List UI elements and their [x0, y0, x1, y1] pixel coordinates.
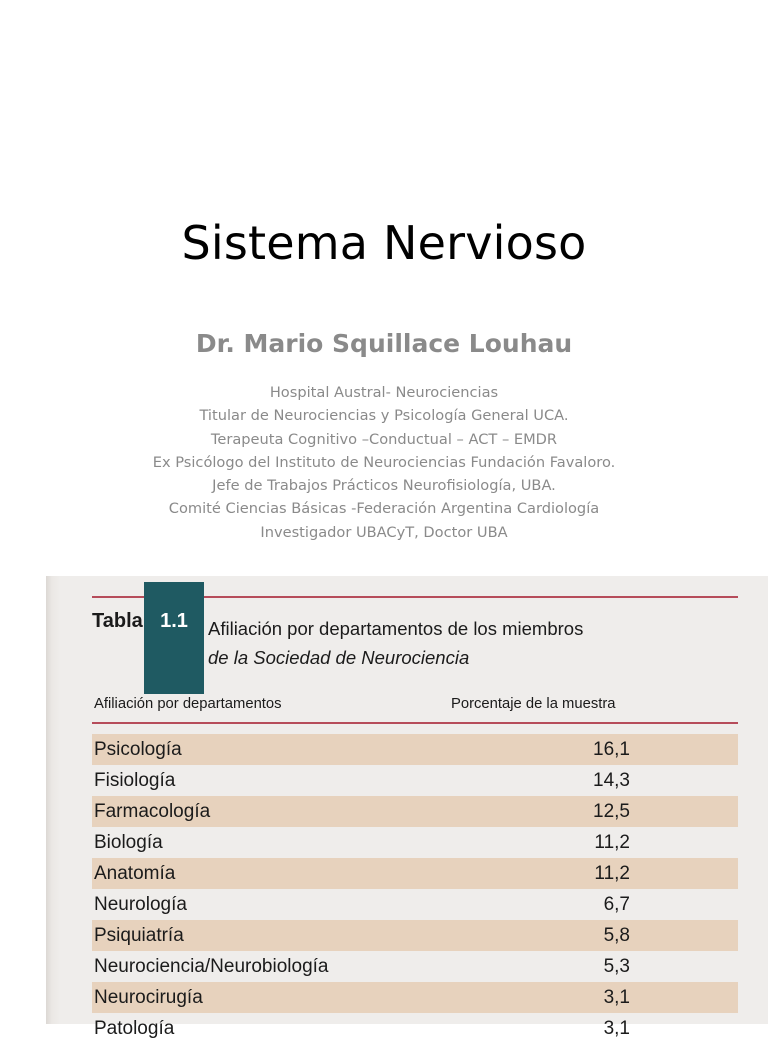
affiliation-list — [0, 381, 768, 544]
row-percentage: 3,1 — [603, 1018, 630, 1039]
row-department: Neurología — [94, 894, 187, 915]
row-percentage: 12,5 — [593, 801, 630, 822]
scanned-table-image — [46, 576, 768, 1039]
row-department: Fisiología — [94, 770, 176, 791]
table-label-number: 1.1 — [160, 610, 188, 632]
row-percentage: 5,8 — [603, 925, 630, 946]
affiliation-line: Hospital Austral- Neurociencias — [269, 384, 499, 401]
row-department: Biología — [94, 832, 163, 853]
table-label-box — [144, 582, 204, 694]
affiliation-line: Terapeuta Cognitivo –Conductual – ACT – EMDR — [210, 430, 558, 448]
slide-title: Sistema Nervioso — [181, 216, 587, 270]
row-department: Psicología — [94, 739, 182, 760]
table-caption-line1: Afiliación por departamentos de los miembros — [208, 618, 584, 639]
row-percentage: 3,1 — [603, 987, 630, 1008]
table-row — [92, 982, 738, 1013]
row-percentage: 5,3 — [603, 956, 630, 977]
table-row — [92, 796, 738, 827]
table-row — [92, 827, 738, 858]
row-department: Psiquiatría — [94, 925, 184, 946]
row-percentage: 16,1 — [593, 739, 630, 760]
table-caption — [208, 614, 583, 672]
table-caption-line2: de la Sociedad de Neurociencia — [208, 647, 470, 668]
table-row — [92, 920, 738, 951]
row-department: Anatomía — [94, 863, 176, 884]
column-header-percentage: Porcentaje de la muestra — [451, 696, 616, 712]
row-department: Patología — [94, 1018, 175, 1039]
affiliation-line: Comité Ciencias Básicas -Federación Argentina Cardiología — [168, 500, 600, 518]
column-header-department: Afiliación por departamentos — [94, 696, 282, 712]
table-label-word: Tabla — [92, 610, 143, 632]
row-percentage: 11,2 — [594, 832, 630, 853]
row-percentage: 6,7 — [603, 894, 630, 915]
table-row — [92, 889, 738, 920]
affiliation-line: Ex Psicólogo del Instituto de Neurociencias Fundación Favaloro. — [152, 453, 616, 471]
row-department: Neurocirugía — [94, 987, 203, 1008]
table-row — [92, 765, 738, 796]
affiliation-line: Investigador UBACyT, Doctor UBA — [260, 523, 508, 541]
row-department: Neurociencia/Neurobiología — [94, 956, 329, 977]
table-row — [92, 858, 738, 889]
table-row — [92, 1013, 738, 1044]
table-body — [92, 734, 738, 1044]
author-name: Dr. Mario Squillace Louhau — [195, 329, 573, 358]
table-header-rule — [92, 722, 738, 724]
table-row — [92, 951, 738, 982]
table-row — [92, 734, 738, 765]
affiliation-line: Jefe de Trabajos Prácticos Neurofisiología, UBA. — [212, 477, 556, 495]
row-percentage: 11,2 — [594, 863, 630, 884]
affiliation-line: Titular de Neurociencias y Psicología General UCA. — [199, 407, 569, 425]
row-percentage: 14,3 — [593, 770, 630, 791]
row-department: Farmacología — [94, 801, 211, 822]
